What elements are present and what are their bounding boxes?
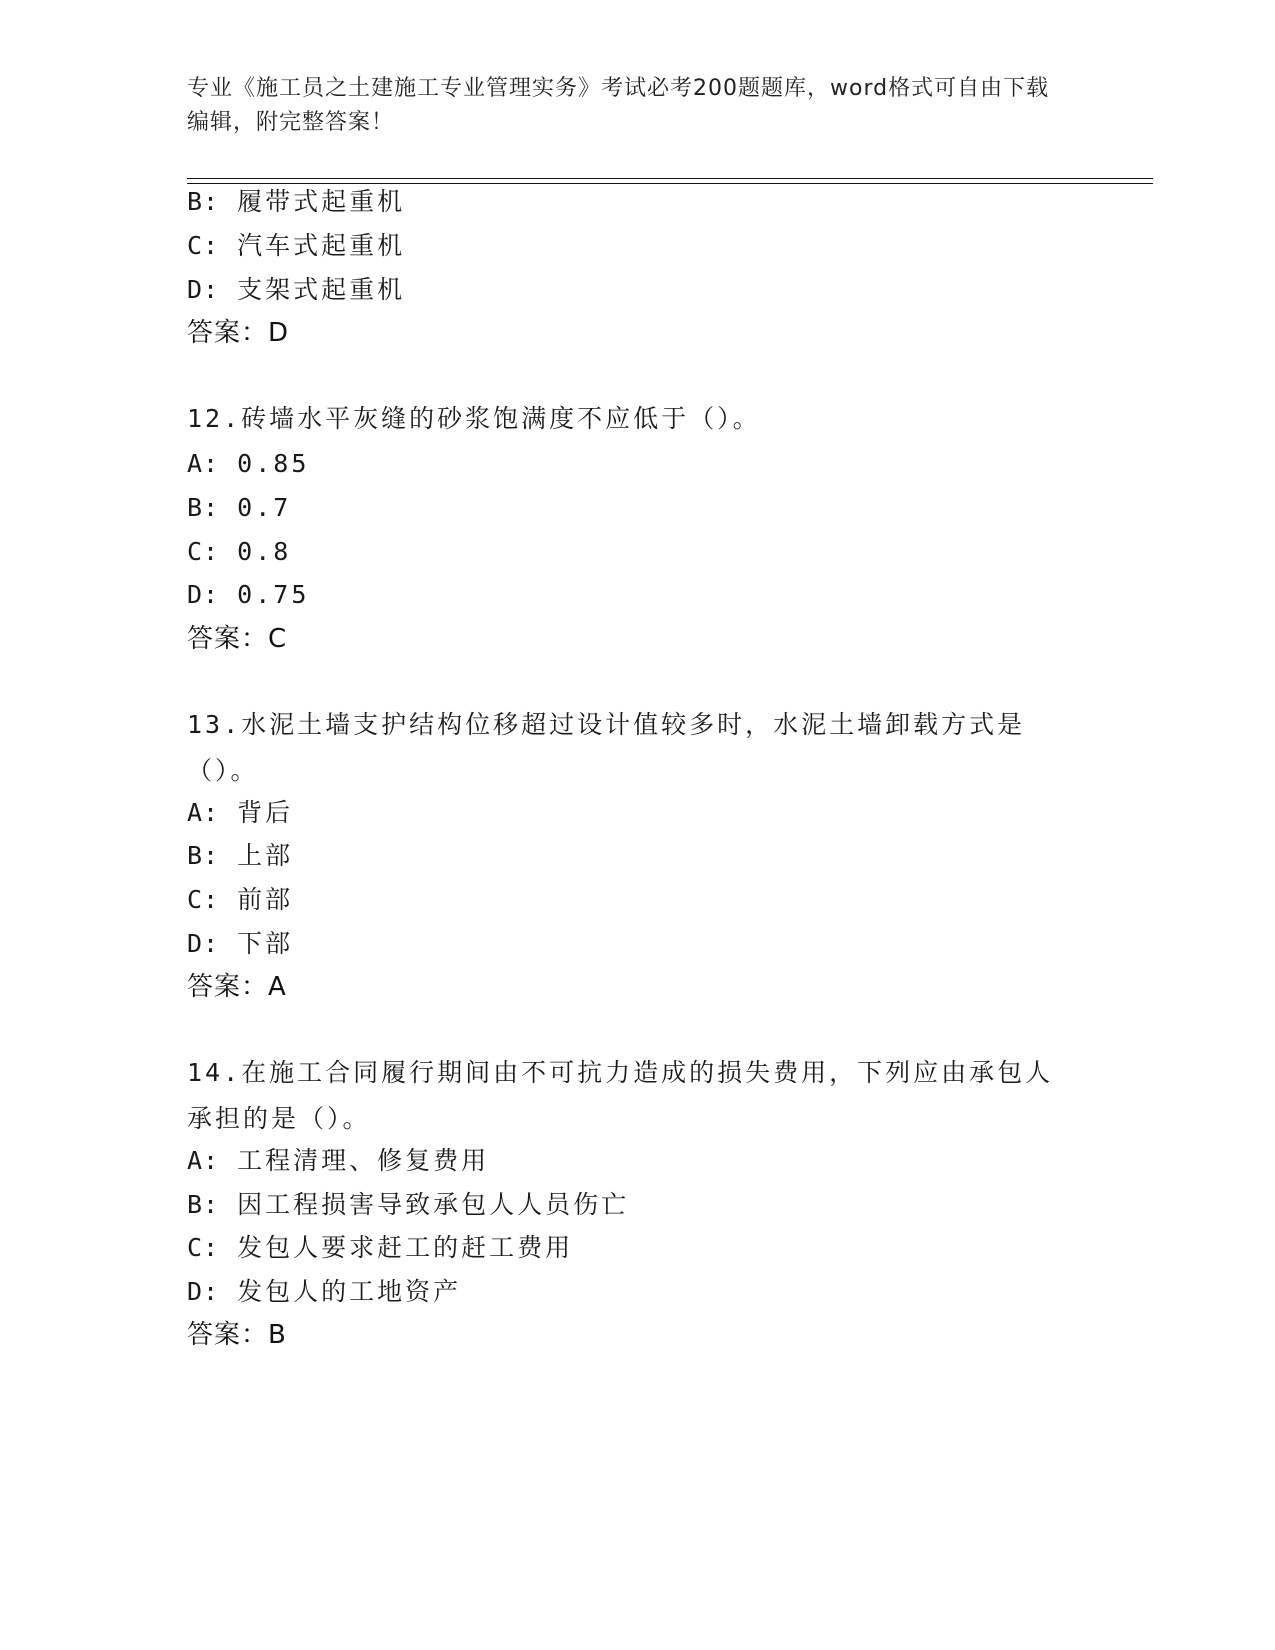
- option-text: 发包人要求赶工的赶工费用: [237, 1233, 574, 1262]
- option-text: 0.8: [237, 537, 292, 566]
- q14-option-a: [187, 1146, 489, 1176]
- option-text: 发包人的工地资产: [237, 1277, 462, 1306]
- option-label: D:: [187, 580, 220, 609]
- q14-option-b: [187, 1190, 629, 1220]
- option-label: D:: [187, 929, 220, 958]
- option-label: D:: [187, 1277, 220, 1306]
- q12-stem: 12.砖墙水平灰缝的砂浆饱满度不应低于（）。: [187, 404, 761, 433]
- q14-option-c: [187, 1233, 573, 1263]
- option-label: B:: [187, 1190, 220, 1219]
- q13-option-b: [187, 841, 293, 871]
- option-label: A:: [187, 798, 220, 827]
- option-text: 汽车式起重机: [237, 231, 406, 260]
- q14-option-d: [187, 1277, 461, 1307]
- header-divider-top: [187, 178, 1153, 179]
- option-text: 背后: [237, 798, 294, 827]
- q14-stem: 14.在施工合同履行期间由不可抗力造成的损失费用，下列应由承包人承担的是（）。: [187, 1058, 1054, 1133]
- q11-answer: 答案：D: [187, 318, 290, 348]
- q12-option-c: [187, 537, 291, 567]
- option-label: A:: [187, 1146, 220, 1175]
- q11-option-c: [187, 231, 405, 261]
- option-label: C:: [187, 537, 220, 566]
- option-label: C:: [187, 885, 220, 914]
- option-text: 支架式起重机: [237, 275, 406, 304]
- q11-option-b: [187, 187, 405, 217]
- q13-stem: 13.水泥土墙支护结构位移超过设计值较多时，水泥土墙卸载方式是（）。: [187, 710, 1026, 785]
- q13-option-a: [187, 798, 293, 828]
- option-label: C:: [187, 1233, 220, 1262]
- q12-option-b: [187, 493, 291, 523]
- option-label: D:: [187, 275, 220, 304]
- option-text: 上部: [237, 841, 294, 870]
- q11-option-d: [187, 275, 405, 305]
- option-text: 下部: [237, 929, 294, 958]
- option-label: B:: [187, 493, 220, 522]
- option-label: B:: [187, 841, 220, 870]
- header-divider-bottom: [187, 183, 1153, 184]
- option-label: C:: [187, 231, 220, 260]
- option-text: 因工程损害导致承包人人员伤亡: [237, 1190, 630, 1219]
- q12-answer: 答案：C: [187, 624, 288, 654]
- q12-option-a: [187, 449, 309, 479]
- option-text: 前部: [237, 885, 294, 914]
- option-text: 0.85: [237, 449, 310, 478]
- q13-option-c: [187, 885, 293, 915]
- option-text: 0.75: [237, 580, 310, 609]
- option-text: 工程清理、修复费用: [237, 1146, 490, 1175]
- q13-option-d: [187, 929, 293, 959]
- document-header: 专业《施工员之土建施工专业管理实务》考试必考200题题库，word格式可自由下载编辑，附完整答案！: [187, 76, 1050, 135]
- option-label: B:: [187, 187, 220, 216]
- q14-answer: 答案：B: [187, 1320, 287, 1350]
- option-label: A:: [187, 449, 220, 478]
- q12-option-d: [187, 580, 309, 610]
- q13-answer: 答案：A: [187, 972, 287, 1002]
- option-text: 0.7: [237, 493, 292, 522]
- option-text: 履带式起重机: [237, 187, 406, 216]
